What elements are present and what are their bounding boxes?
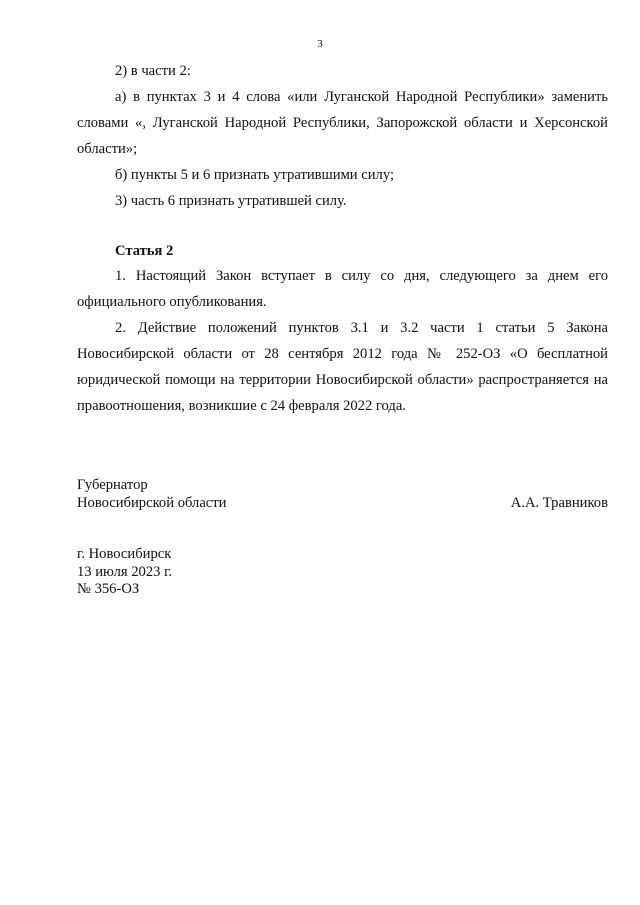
law-date: 13 июля 2023 г. <box>77 563 173 580</box>
paragraph-item-a: а) в пунктах 3 и 4 слова «или Луганской Народной Республики» заменить словами «, Луганской Народной Республики, Запорожской области и Херсонской области»; <box>77 89 608 157</box>
article-heading: Статья 2 <box>115 243 174 259</box>
city: г. Новосибирск <box>77 546 172 562</box>
law-number: № 356-ОЗ <box>77 581 140 597</box>
page-number: 3 <box>317 38 323 50</box>
signature-title-line-1: Губернатор <box>77 477 148 493</box>
article-item-1: 1. Настоящий Закон вступает в силу со дня, следующего за днем его официального опубликования. <box>77 268 608 310</box>
paragraph-item-b: б) пункты 5 и 6 признать утратившими силу; <box>115 167 394 183</box>
article-2-body <box>77 263 608 419</box>
signatory-name: А.А. Травников <box>510 495 608 511</box>
article-item-2: 2. Действие положений пунктов 3.1 и 3.2 части 1 статьи 5 Закона Новосибирской области от 28 сентября 2012 года № 252-ОЗ «О бесплатной юридической помощи на территории Новосибирской области» распространяется на правоотношения, возникшие с 24 февраля 2022 года. <box>77 320 608 414</box>
amendments-list <box>77 58 608 214</box>
place-date-block <box>77 546 172 599</box>
paragraph-part-2: 2) в части 2: <box>115 63 191 79</box>
signature-row <box>77 494 608 512</box>
signature-title-line-2: Новосибирской области <box>77 495 227 511</box>
signature-block <box>77 476 608 512</box>
paragraph-part-6: 3) часть 6 признать утратившей силу. <box>115 193 347 209</box>
